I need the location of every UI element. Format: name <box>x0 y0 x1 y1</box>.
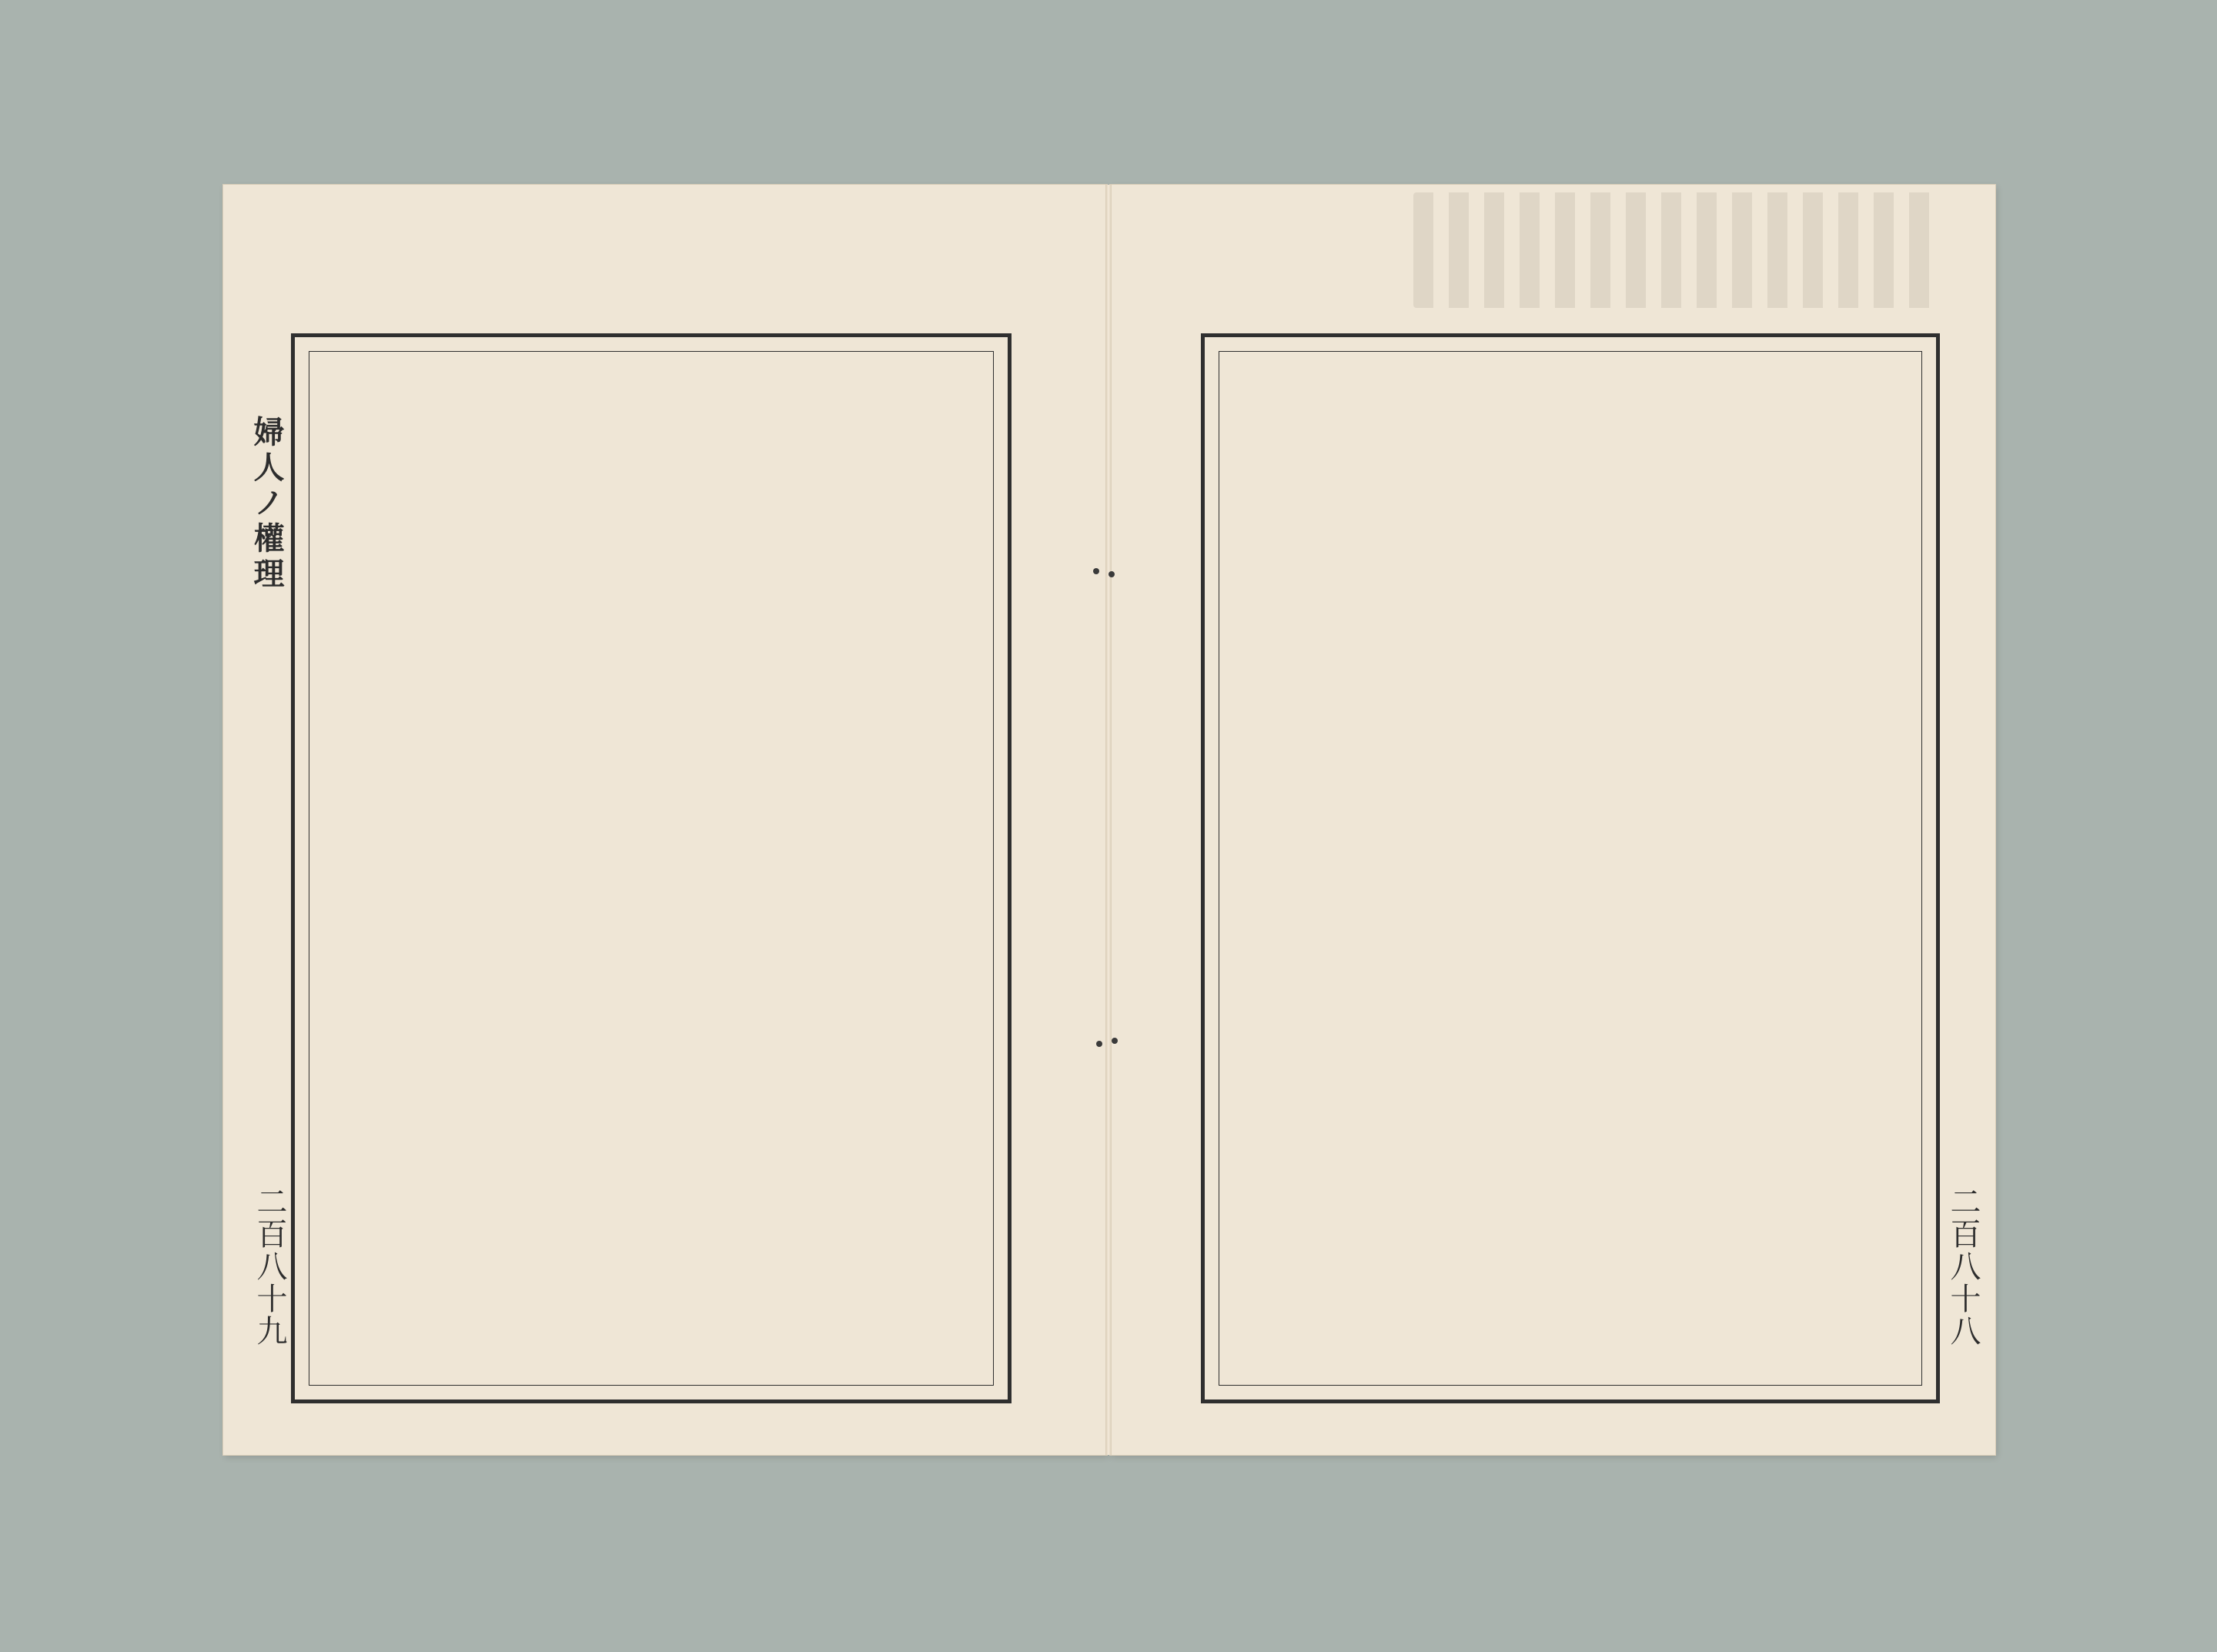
right-body-inner-rule <box>1219 351 1922 1386</box>
right-page-number: 二百八十八 <box>1945 1185 1981 1347</box>
running-title: 婦人ノ權理 <box>249 416 285 593</box>
right-body-text-area <box>1242 371 1898 1366</box>
right-body-frame <box>1201 333 1940 1403</box>
left-body-inner-rule <box>309 351 994 1386</box>
binding-hole <box>1112 1038 1118 1044</box>
left-body-frame <box>291 333 1012 1403</box>
left-page-number: 二百八十九 <box>252 1185 287 1347</box>
left-body-text-area <box>333 371 970 1366</box>
binding-hole <box>1093 568 1099 574</box>
bleed-through-text <box>1413 192 1944 308</box>
book-gutter <box>1105 185 1112 1455</box>
binding-hole <box>1108 571 1115 577</box>
binding-hole <box>1096 1041 1102 1047</box>
